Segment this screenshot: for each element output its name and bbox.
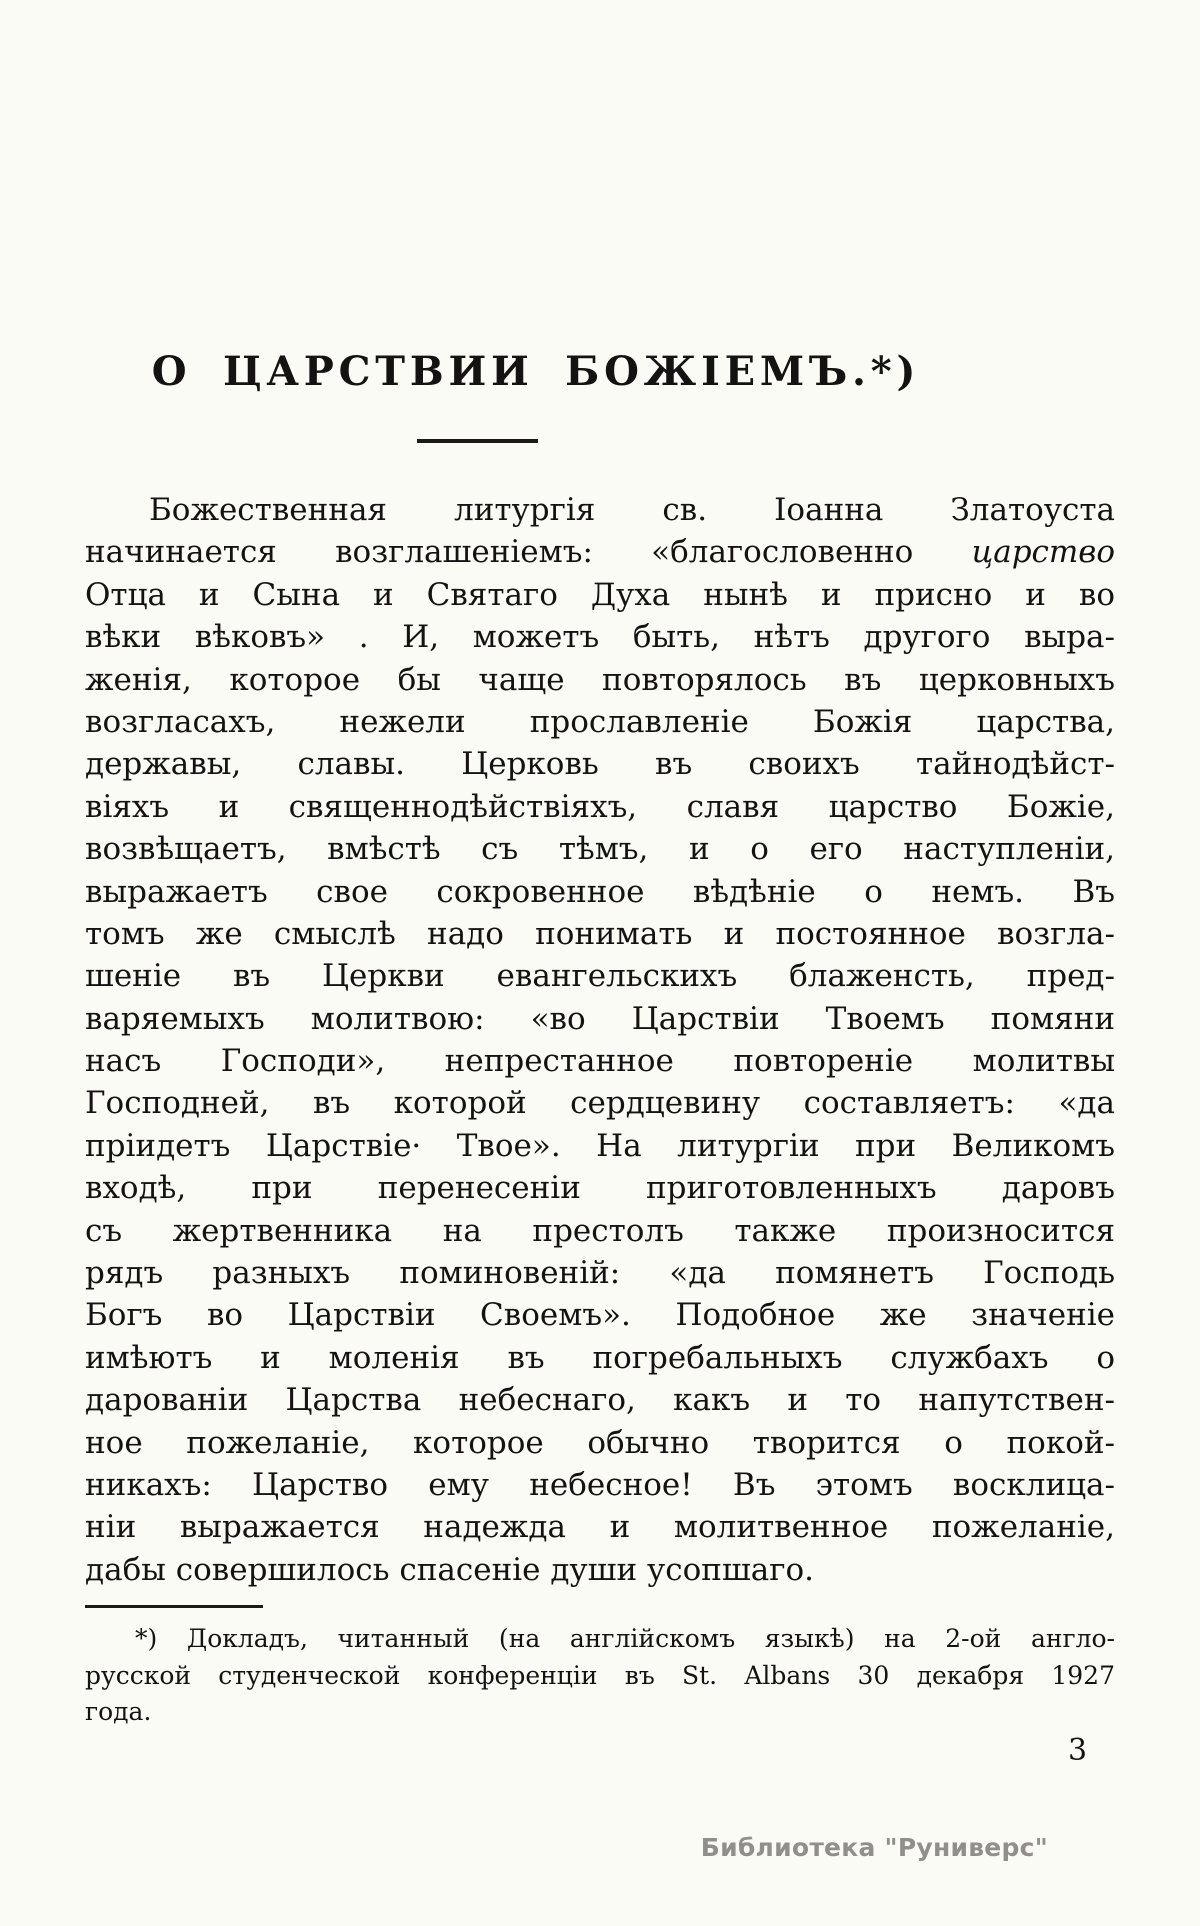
footnote-line: русской студенческой конференціи въ St. Albans 30 декабря 1927 <box>85 1660 1115 1690</box>
body-line <box>85 1125 1115 1167</box>
text-segment: ное пожеланіе, которое обычно творится о покой- <box>85 1424 1115 1461</box>
body-line <box>85 489 1115 531</box>
text-segment: шеніе въ Церкви евангельскихъ блаженсть, пред- <box>85 958 1115 995</box>
body-line <box>85 828 1115 870</box>
body-line <box>85 616 1115 658</box>
body-line <box>85 574 1115 616</box>
footnote-line: года. <box>85 1697 152 1726</box>
text-segment: рядъ разныхъ поминовеній: «да помянетъ Господь <box>85 1255 1115 1292</box>
text-segment: томъ же смыслѣ надо понимать и постоянное возгла- <box>85 915 1115 952</box>
footnote <box>85 1621 1115 1731</box>
body-line <box>85 1252 1115 1294</box>
footnote-line: *) Докладъ, читанный (на англійскомъ языкѣ) на 2-ой англо- <box>135 1624 1115 1653</box>
body-line <box>85 531 1115 573</box>
body-line <box>85 1294 1115 1336</box>
text-segment: варяемыхъ молитвою: «во Царствіи Твоемъ помяни <box>85 1000 1115 1037</box>
text-segment: дарованіи Царства небеснаго, какъ и то напутствен- <box>85 1382 1115 1419</box>
body-text <box>85 489 1115 1591</box>
text-segment: насъ Господи», непрестанное повтореніе молитвы <box>85 1043 1115 1080</box>
text-segment: возвѣщаетъ, вмѣстѣ съ тѣмъ, и о его наступленіи, <box>85 831 1115 868</box>
text-segment: віяхъ и священнодѣйствіяхъ, славя царство Божіе, <box>85 788 1115 825</box>
italic-word: царство <box>971 534 1115 571</box>
body-line <box>85 1506 1115 1548</box>
body-line <box>85 659 1115 701</box>
footnote-divider <box>85 1605 263 1608</box>
body-line <box>85 1379 1115 1421</box>
title-divider <box>417 439 538 443</box>
text-segment: возгласахъ, нежели прославленіе Божія царства, <box>85 703 1115 740</box>
text-segment: съ жертвенника на престолъ также произносится <box>85 1212 1115 1249</box>
text-segment: имѣютъ и моленія въ погребальныхъ службахъ о <box>85 1339 1115 1376</box>
body-line <box>85 955 1115 997</box>
body-line <box>85 1167 1115 1209</box>
body-line <box>85 1040 1115 1082</box>
text-segment: начинается возглашеніемъ: «благословенно <box>85 534 972 571</box>
text-segment: Отца и Сына и Святаго Духа нынѣ и присно и во <box>85 576 1115 613</box>
text-segment: выражаетъ свое сокровенное вѣдѣніе о немъ. Въ <box>85 873 1115 910</box>
watermark: Библиотека "Руниверс" <box>700 1833 1048 1862</box>
text-segment: ніи выражается надежда и молитвенное пожеланіе, <box>85 1509 1115 1546</box>
page-title: О ЦАРСТВИИ БОЖІЕМЪ.*) <box>151 348 921 395</box>
body-line <box>85 871 1115 913</box>
body-line <box>85 1082 1115 1124</box>
text-segment: Богъ во Царствіи Своемъ». Подобное же значеніе <box>85 1297 1115 1334</box>
body-line <box>85 1549 1115 1591</box>
body-line <box>85 1337 1115 1379</box>
text-segment: Господней, въ которой сердцевину составляетъ: «да <box>85 1085 1115 1122</box>
body-line <box>85 998 1115 1040</box>
text-segment: женія, которое бы чаще повторялось въ церковныхъ <box>85 661 1115 698</box>
body-line <box>85 1464 1115 1506</box>
text-segment: никахъ: Царство ему небесное! Въ этомъ восклица- <box>85 1466 1115 1503</box>
body-line <box>85 913 1115 955</box>
text-segment: входѣ, при перенесеніи приготовленныхъ даровъ <box>85 1170 1115 1207</box>
body-line <box>85 1422 1115 1464</box>
page-number: 3 <box>1068 1733 1088 1768</box>
body-line <box>85 1210 1115 1252</box>
text-segment: державы, славы. Церковь въ своихъ тайнодѣйст- <box>85 746 1115 783</box>
body-line <box>85 786 1115 828</box>
body-line <box>85 743 1115 785</box>
text-segment: пріидетъ Царствіе· Твое». На литургіи при Великомъ <box>85 1127 1115 1164</box>
text-segment: вѣки вѣковъ» . И, можетъ быть, нѣтъ другого выра- <box>85 619 1115 656</box>
body-line <box>85 701 1115 743</box>
text-segment: дабы совершилось спасеніе души усопшаго. <box>85 1551 814 1588</box>
text-segment: Божественная литургія св. Іоанна Златоуста <box>149 492 1115 528</box>
